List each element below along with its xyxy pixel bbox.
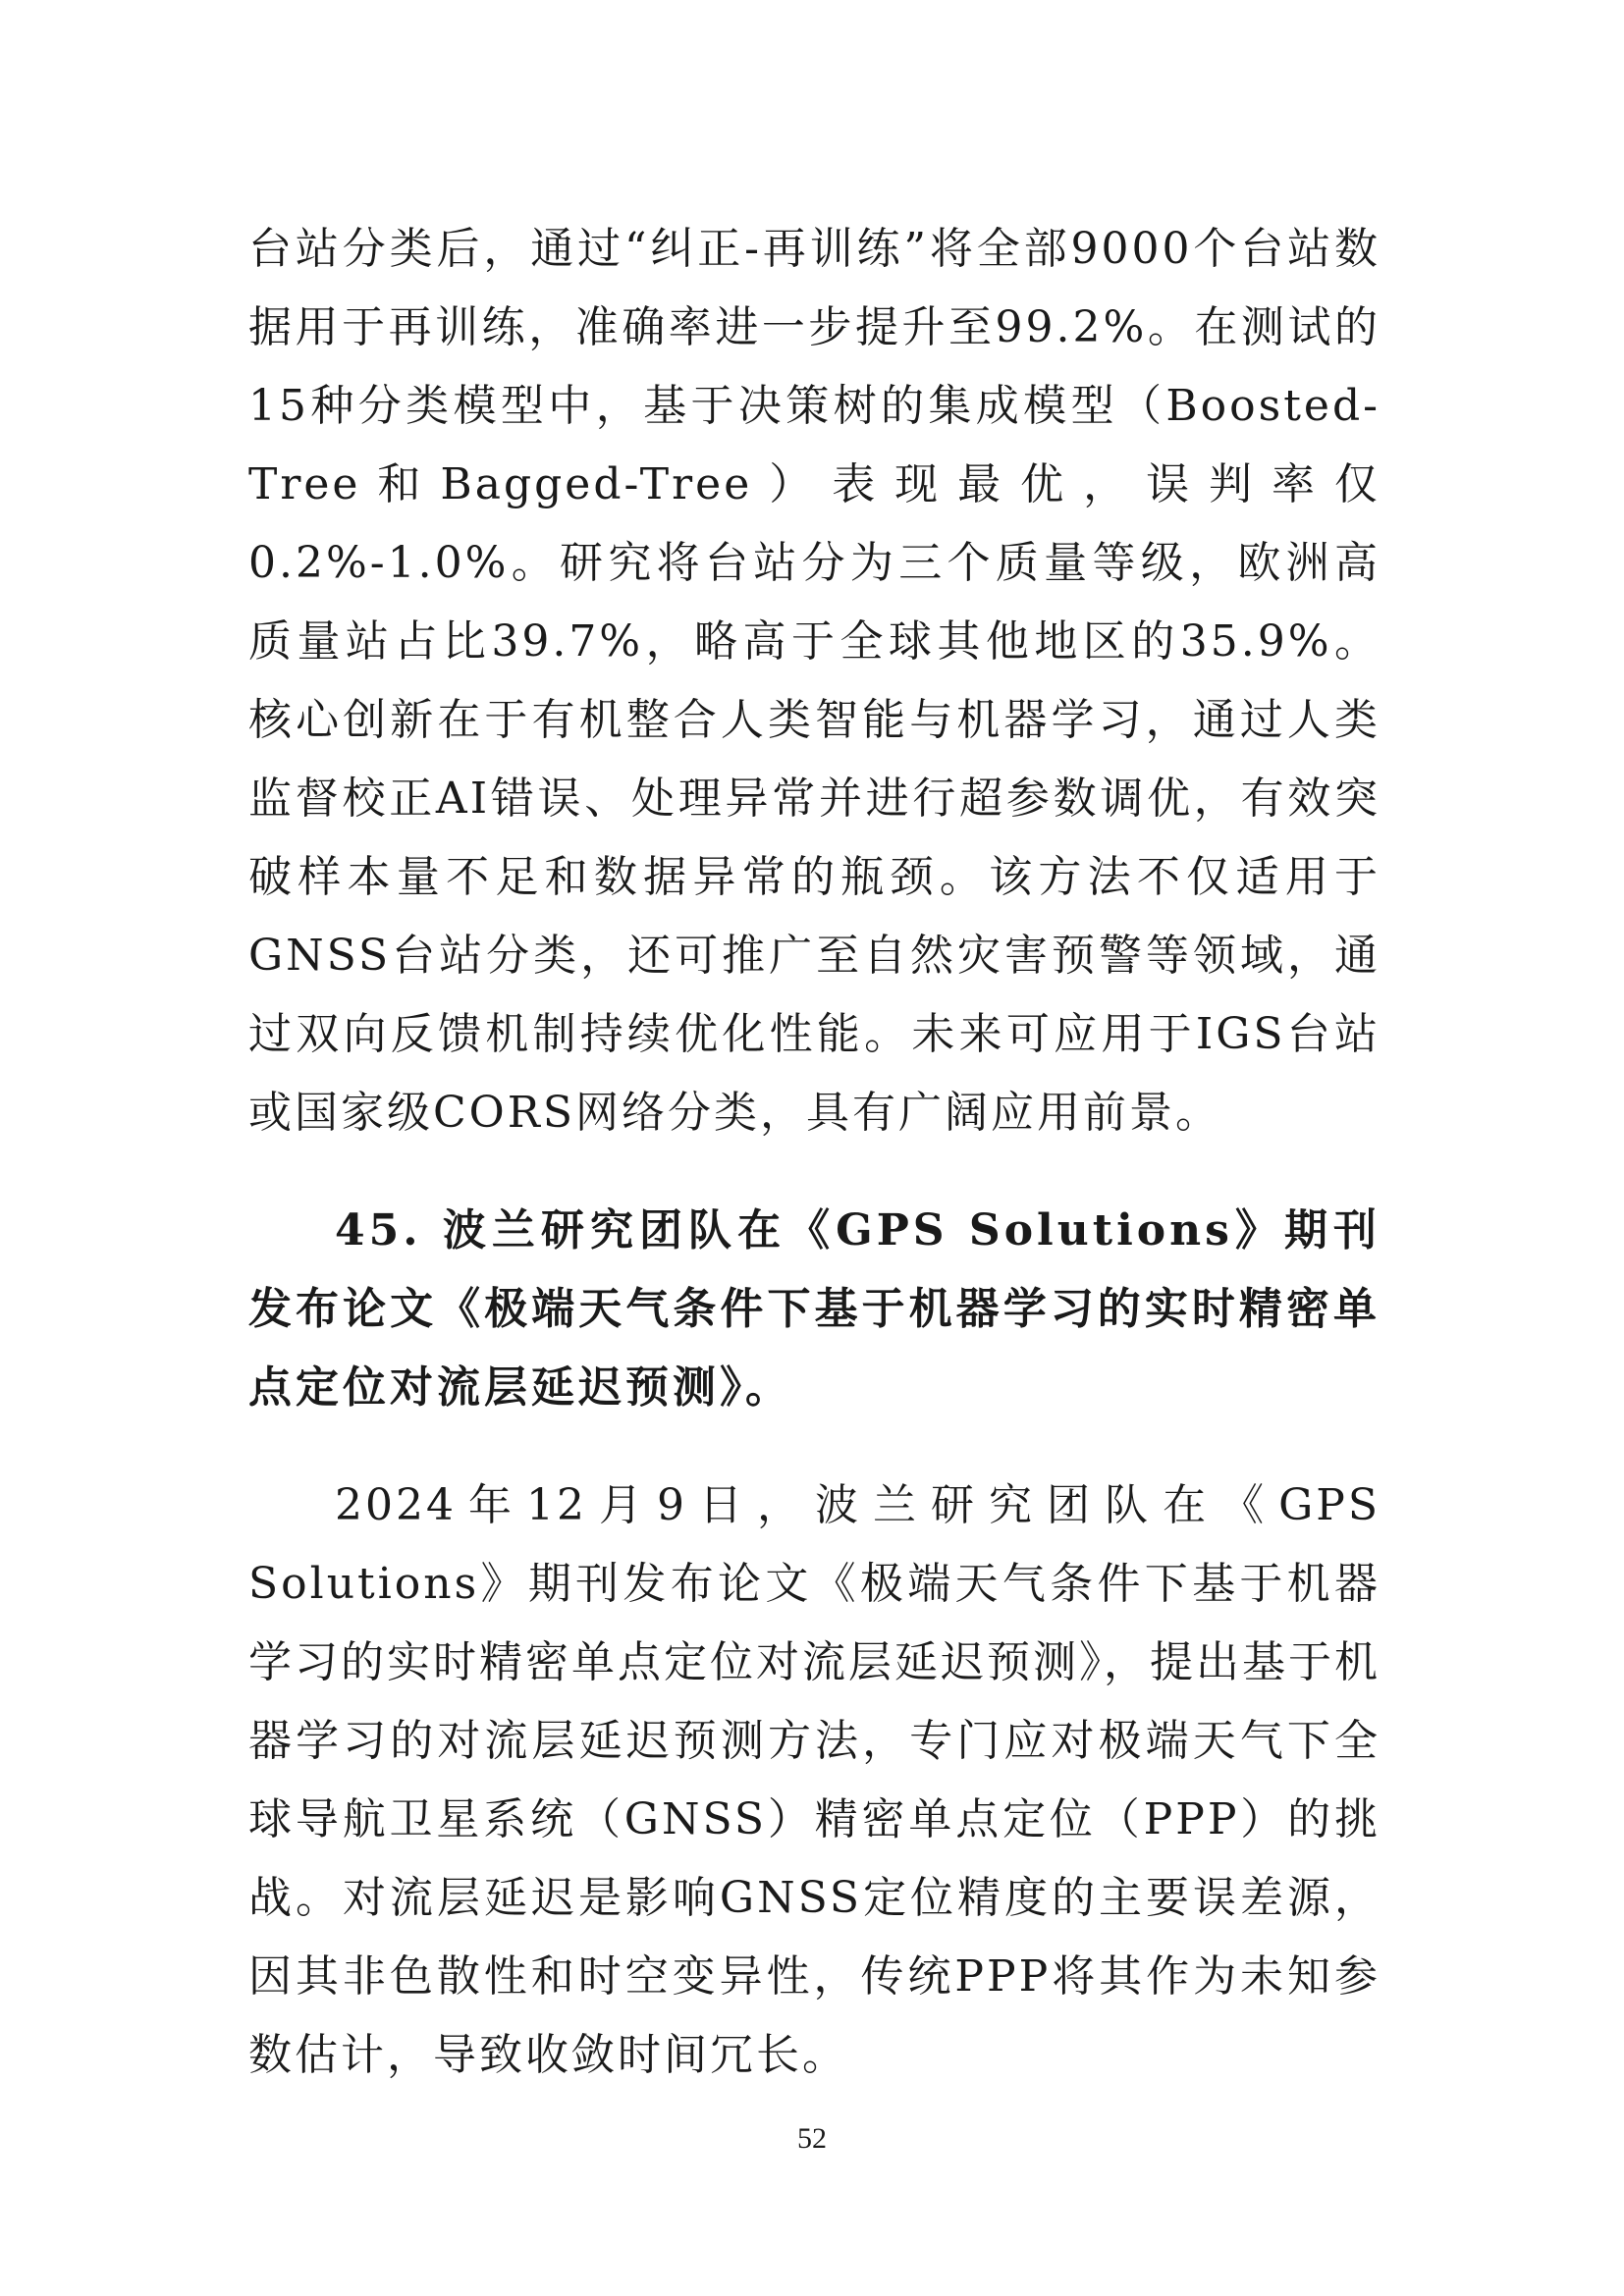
body-paragraph-45: 2024年12月9日，波兰研究团队在《GPS Solutions》期刊发布论文《极端天气条件下基于机器学习的实时精密单点定位对流层延迟预测》，提出基于机器学习的对流层延迟预测方法，专门应对极端天气下全球导航卫星系统（GNSS）精密单点定位（PPP）的挑战。对流层延迟是影响GNSS定位精度的主要误差源，因其非色散性和时空变异性，传统PPP将其作为未知参数估计，导致收敛时间冗长。 [248, 1480, 1380, 2080]
page-number: 52 [797, 2122, 827, 2155]
body-paragraph-continued: 台站分类后，通过“纠正-再训练”将全部9000个台站数据用于再训练，准确率进一步提升至99.2%。在测试的15种分类模型中，基于决策树的集成模型（Boosted-Tree和Bagged-Tree）表现最优，误判率仅0.2%-1.0%。研究将台站分为三个质量等级，欧洲高质量站占比39.7%，略高于全球其他地区的35.9%。核心创新在于有机整合人类智能与机器学习，通过人类监督校正AI错误、处理异常并进行超参数调优，有效突破样本量不足和数据异常的瓶颈。该方法不仅适用于GNSS台站分类，还可推广至自然灾害预警等领域，通过双向反馈机制持续优化性能。未来可应用于IGS台站或国家级CORS网络分类，具有广阔应用前景。 [248, 224, 1380, 1138]
section-heading-45: 45. 波兰研究团队在《GPS Solutions》期刊发布论文《极端天气条件下基于机器学习的实时精密单点定位对流层延迟预测》。 [248, 1205, 1380, 1413]
page-content [248, 210, 1380, 2095]
